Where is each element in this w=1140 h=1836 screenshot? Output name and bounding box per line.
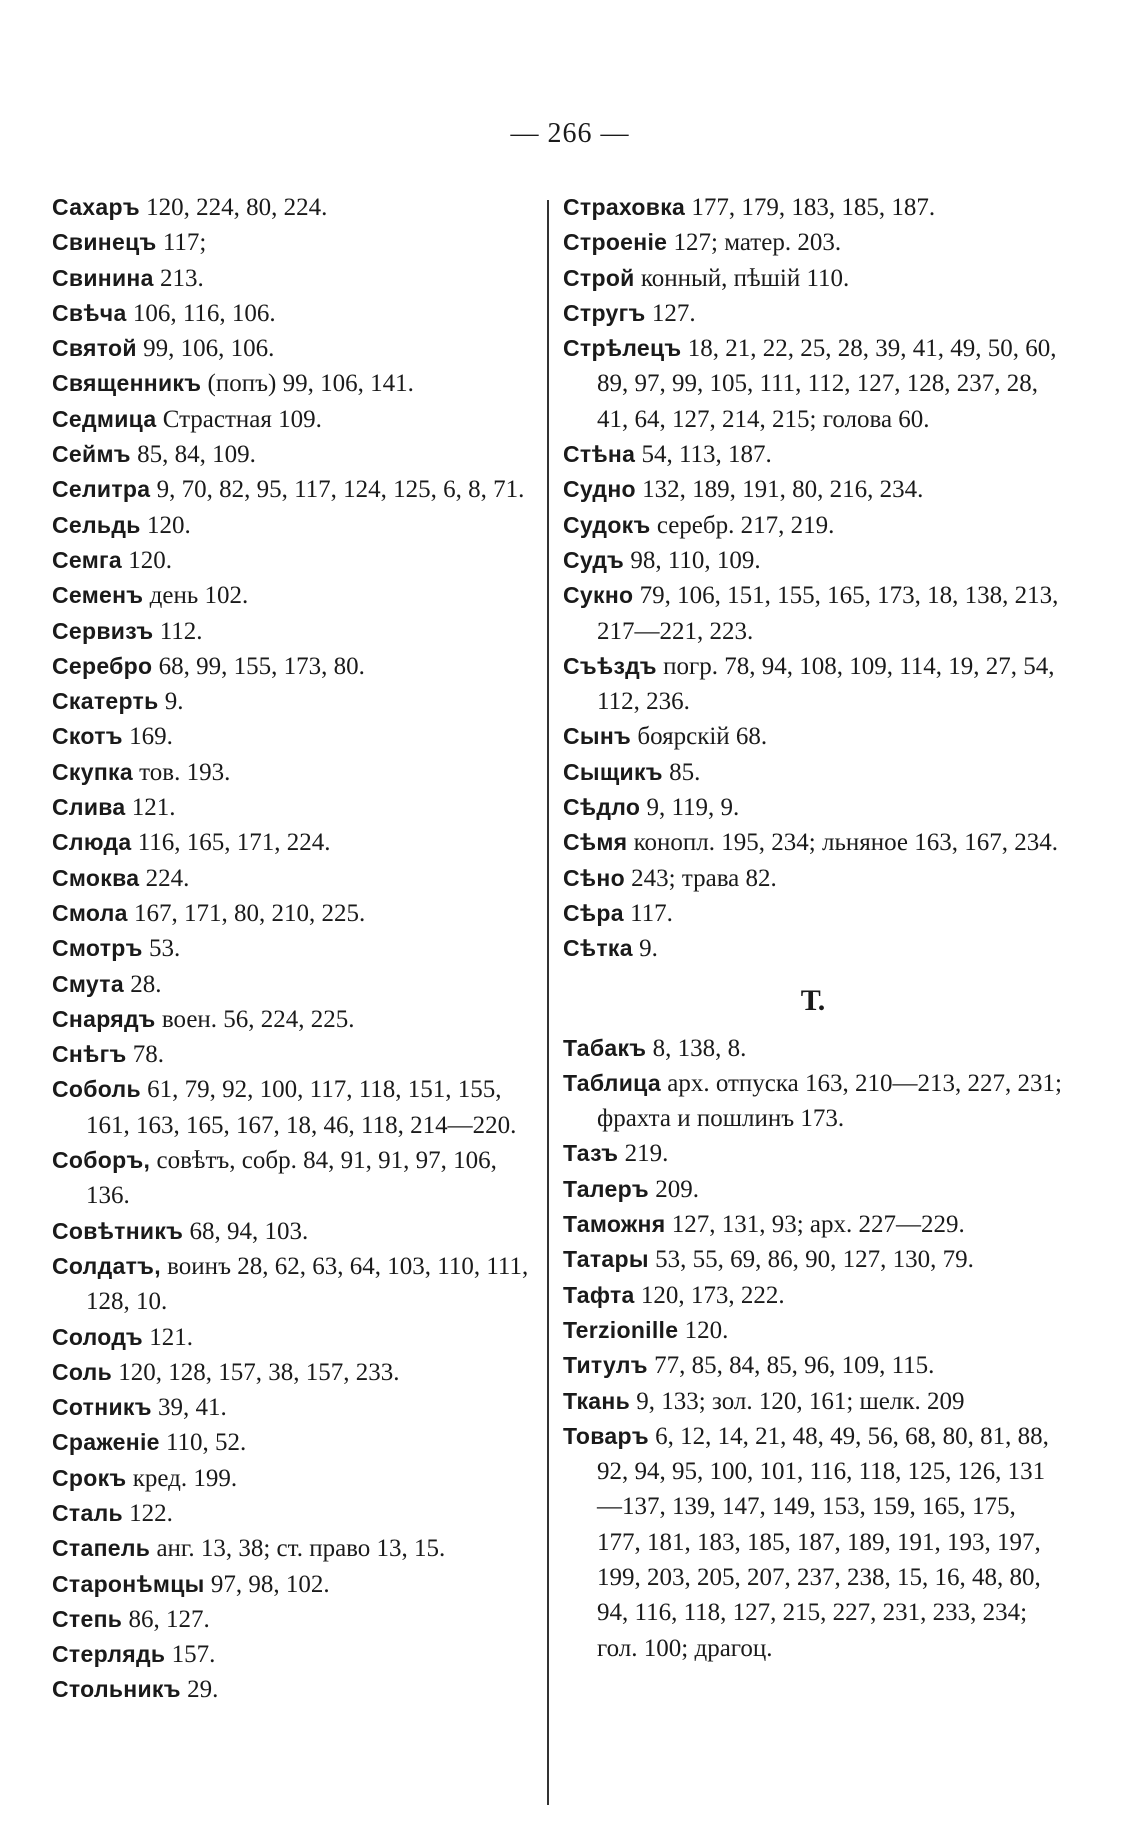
entry-term: Сеймъ [52, 441, 131, 468]
index-entry [52, 225, 542, 260]
entry-term: Стапель [52, 1535, 151, 1562]
index-entry [563, 472, 1063, 507]
index-entry [52, 1602, 542, 1637]
entry-references: конопл. 195, 234; льняное 163, 167, 234. [633, 829, 1058, 857]
index-entry [563, 1207, 1063, 1242]
entry-term: Судокъ [563, 511, 651, 538]
index-entry [52, 1461, 542, 1496]
entry-term: Смола [52, 899, 128, 926]
index-entry [52, 719, 542, 754]
page-number: — 266 — [510, 118, 630, 149]
index-entry [563, 719, 1063, 754]
entry-term: Страховка [563, 194, 686, 220]
index-entry [563, 190, 1063, 225]
entry-references: 79, 106, 151, 155, 165, 173, 18, 138, 213, 217—221, 223. [597, 582, 1059, 645]
entry-references: 127; матер. 203. [673, 229, 842, 257]
entry-term: Селитра [52, 476, 151, 503]
index-entry [52, 896, 542, 931]
entry-term: Ткань [563, 1387, 631, 1414]
index-column-right [563, 190, 1063, 1666]
index-entry [563, 931, 1063, 966]
entry-term: Скотъ [52, 723, 123, 750]
entry-references: 99, 106, 106. [143, 335, 275, 363]
entry-term: Стрѣлецъ [563, 335, 682, 362]
entry-references: совѣтъ, собр. 84, 91, 91, 97, 106, 136. [86, 1147, 497, 1210]
entry-references: 120. [146, 511, 191, 539]
entry-term: Смута [52, 970, 124, 997]
entry-references: 120. [684, 1316, 729, 1344]
entry-term: Скатерть [52, 688, 159, 715]
index-entry [52, 1496, 542, 1531]
entry-term: Сукно [563, 582, 634, 609]
entry-references: 53, 55, 69, 86, 90, 127, 130, 79. [655, 1246, 974, 1274]
entry-term: Смоква [52, 864, 140, 891]
entry-term: Строеніе [563, 229, 668, 256]
entry-references: Страстная 109. [162, 405, 322, 433]
entry-references: 167, 171, 80, 210, 225. [133, 899, 366, 927]
index-entry [52, 967, 542, 1002]
entry-references: погр. 78, 94, 108, 109, 114, 19, 27, 54, 112, 236. [597, 652, 1055, 716]
entry-term: Смотръ [52, 935, 143, 962]
index-entry [563, 1136, 1063, 1171]
entry-references: 117. [630, 899, 673, 927]
entry-references: 68, 94, 103. [189, 1217, 309, 1245]
entry-term: Священникъ [52, 370, 202, 397]
entry-references: 157. [171, 1641, 216, 1669]
index-entry [563, 261, 1063, 296]
entry-references: 77, 85, 84, 85, 96, 109, 115. [654, 1352, 935, 1380]
entry-references: воинъ 28, 62, 63, 64, 103, 110, 111, 128, 10. [86, 1252, 529, 1316]
index-entry [52, 190, 542, 225]
entry-references: 98, 110, 109. [630, 546, 761, 574]
entry-term: Снарядъ [52, 1005, 156, 1032]
entry-term: Судъ [563, 546, 625, 573]
index-entry [52, 543, 542, 578]
entry-references: 9, 133; зол. 120, 161; шелк. 209 [636, 1387, 965, 1415]
entry-term: Тафта [563, 1281, 635, 1308]
entry-references: 29. [187, 1676, 219, 1704]
index-entry [52, 1143, 542, 1214]
entry-term: Срокъ [52, 1464, 127, 1491]
entry-references: 39, 41. [158, 1394, 227, 1422]
entry-references: 18, 21, 22, 25, 28, 39, 41, 49, 50, 60, 89, 97, 99, 105, 111, 112, 127, 128, 237, 28, 41, 64, 127, 214, 215; голова 60. [597, 335, 1057, 433]
entry-references: 219. [624, 1140, 669, 1168]
entry-references: арх. отпуска 163, 210—213, 227, 231; фрахта и пошлинъ 173. [597, 1069, 1062, 1133]
entry-term: Таможня [563, 1211, 666, 1238]
entry-references: 169. [129, 723, 173, 751]
entry-references: 106, 116, 106. [132, 299, 276, 327]
entry-references: день 102. [149, 582, 249, 610]
index-entry [52, 861, 542, 896]
entry-term: Сельдь [52, 511, 141, 538]
entry-references: 127, 131, 93; арх. 227—229. [671, 1211, 965, 1239]
entry-references: кред. 199. [132, 1464, 238, 1492]
entry-references: 110, 52. [165, 1429, 247, 1457]
entry-term: Сѣдло [563, 794, 641, 821]
entry-references: воен. 56, 224, 225. [161, 1005, 355, 1033]
index-entry [563, 790, 1063, 825]
index-entry [52, 649, 542, 684]
entry-term: Семенъ [52, 582, 144, 609]
entry-references: 117; [162, 229, 207, 257]
entry-references: 122. [129, 1499, 173, 1527]
entry-term: Сѣмя [563, 829, 628, 856]
entry-term: Сахаръ [52, 194, 140, 220]
entry-references: боярскій 68. [637, 723, 768, 751]
entry-references: 85. [669, 758, 701, 786]
index-entry [52, 1390, 542, 1425]
entry-term: Совѣтникъ [52, 1217, 184, 1244]
entry-references: тов. 193. [139, 758, 231, 786]
index-entry [563, 508, 1063, 543]
section-heading-t: Т. [800, 983, 826, 1017]
index-entry [563, 437, 1063, 472]
entry-term: Седмица [52, 405, 157, 432]
entry-references: 9, 119, 9. [646, 794, 740, 822]
entry-term: Серебро [52, 652, 153, 679]
index-column-left [52, 190, 542, 1708]
index-entry [52, 1214, 542, 1249]
entry-term: Семга [52, 546, 122, 573]
entry-term: Солодъ [52, 1323, 144, 1350]
entry-term: Стерлядь [52, 1641, 166, 1668]
index-entry [52, 614, 542, 649]
index-entry [52, 331, 542, 366]
index-entry [563, 861, 1063, 896]
entry-references: анг. 13, 38; ст. право 13, 15. [156, 1535, 446, 1563]
index-entry [52, 1672, 542, 1707]
entry-term: Степь [52, 1605, 123, 1632]
entry-term: Свинецъ [52, 229, 157, 256]
entry-references: 121. [131, 794, 176, 822]
entry-references: 243; трава 82. [631, 864, 777, 892]
index-entry [52, 1037, 542, 1072]
index-entry [563, 578, 1063, 649]
index-section-s [563, 190, 1063, 967]
index-entry [52, 1320, 542, 1355]
index-entry [563, 649, 1063, 720]
entry-references: 120, 128, 157, 38, 157, 233. [118, 1358, 400, 1386]
index-entry [563, 1066, 1063, 1137]
index-entry [563, 1384, 1063, 1419]
column-divider [547, 200, 549, 1805]
index-entry [52, 508, 542, 543]
entry-term: Табакъ [563, 1034, 647, 1061]
entry-term: Сталь [52, 1499, 123, 1526]
index-entry [52, 1002, 542, 1037]
entry-term: Таблица [563, 1069, 661, 1096]
index-entry [563, 1172, 1063, 1207]
entry-term: Стѣна [563, 441, 636, 468]
entry-term: Сраженіе [52, 1429, 160, 1456]
index-entry [52, 366, 542, 401]
index-entry [52, 755, 542, 790]
index-entry [563, 1278, 1063, 1313]
index-entry [52, 1531, 542, 1566]
index-entry [52, 296, 542, 331]
entry-term: Сервизъ [52, 617, 154, 644]
entry-term: Сѣтка [563, 935, 633, 962]
index-entry [563, 755, 1063, 790]
entry-references: 213. [159, 264, 204, 292]
index-entry [52, 578, 542, 613]
entry-term: Скупка [52, 758, 133, 785]
entry-term: Сынъ [563, 723, 632, 750]
entry-term: Снѣгъ [52, 1041, 127, 1068]
entry-term: Стругъ [563, 299, 646, 326]
entry-term: Татары [563, 1246, 649, 1273]
entry-references: 8, 138, 8. [652, 1034, 747, 1062]
entry-references: 132, 189, 191, 80, 216, 234. [642, 476, 924, 504]
entry-references: (попъ) 99, 106, 141. [207, 370, 414, 398]
entry-references: 97, 98, 102. [210, 1570, 330, 1598]
entry-references: 86, 127. [128, 1605, 210, 1633]
index-entry [563, 331, 1063, 437]
entry-references: 68, 99, 155, 173, 80. [158, 652, 365, 680]
index-entry [563, 1348, 1063, 1383]
entry-references: 112. [159, 617, 203, 645]
index-entry [52, 1425, 542, 1460]
entry-term: Слива [52, 794, 126, 821]
entry-references: конный, пѣшій 110. [640, 264, 850, 292]
index-entry [52, 261, 542, 296]
entry-term: Судно [563, 476, 636, 503]
index-entry [52, 825, 542, 860]
entry-references: 224. [145, 864, 190, 892]
entry-references: 116, 165, 171, 224. [137, 829, 331, 857]
entry-references: серебр. 217, 219. [656, 511, 835, 539]
entry-term: Титулъ [563, 1352, 648, 1379]
entry-term: Стольникъ [52, 1676, 181, 1703]
entry-references: 28. [130, 970, 162, 998]
entry-term: Слюда [52, 829, 132, 856]
entry-references: 120. [128, 546, 172, 574]
index-entry [563, 825, 1063, 860]
entry-references: 209. [655, 1175, 699, 1203]
entry-term: Солдатъ, [52, 1252, 161, 1279]
index-entry [52, 790, 542, 825]
index-entry [563, 543, 1063, 578]
entry-term: Соборъ, [52, 1147, 151, 1174]
index-entry [52, 472, 542, 507]
index-entry [52, 684, 542, 719]
entry-term: Съѣздъ [563, 652, 657, 679]
entry-term: Товаръ [563, 1422, 649, 1449]
entry-term: Terzionille [563, 1316, 679, 1343]
entry-references: 61, 79, 92, 100, 117, 118, 151, 155, 161, 163, 165, 167, 18, 46, 118, 214—220. [86, 1076, 517, 1139]
entry-references: 85, 84, 109. [137, 441, 256, 469]
entry-references: 6, 12, 14, 21, 48, 49, 56, 68, 80, 81, 88, 92, 94, 95, 100, 101, 116, 118, 125, 126, 131—137, 139, 147, 149, 153, 159, 165, 175, 177, 181, 183, 185, 187, 189, 191, 193, 197, 199, 203, 205, 207, 237, 238, 15, 16, 48, 80, 94, 116, 118, 127, 215, 227, 231, 233, 234; гол. 100; драгоц. [597, 1422, 1049, 1662]
index-entry [563, 1313, 1063, 1348]
index-entry [563, 296, 1063, 331]
entry-references: 120, 224, 80, 224. [146, 194, 328, 221]
index-entry [52, 1072, 542, 1143]
entry-references: 9. [164, 688, 184, 716]
index-entry [52, 1567, 542, 1602]
index-entry [563, 1031, 1063, 1066]
entry-references: 54, 113, 187. [641, 441, 772, 469]
index-entry [52, 1355, 542, 1390]
entry-term: Талеръ [563, 1175, 649, 1202]
entry-term: Соболь [52, 1076, 141, 1103]
entry-references: 9. [639, 935, 658, 963]
entry-references: 121. [149, 1323, 194, 1351]
index-entry [563, 1419, 1063, 1666]
entry-term: Строй [563, 264, 635, 291]
entry-term: Сыщикъ [563, 758, 663, 785]
entry-term: Свинина [52, 264, 154, 291]
index-entry [52, 1249, 542, 1320]
entry-term: Тазъ [563, 1140, 619, 1167]
index-entry [563, 225, 1063, 260]
entry-term: Соль [52, 1358, 113, 1385]
entry-term: Старонѣмцы [52, 1570, 205, 1597]
entry-references: 78. [132, 1041, 165, 1069]
index-entry [563, 1242, 1063, 1277]
entry-references: 120, 173, 222. [640, 1281, 785, 1309]
entry-references: 127. [651, 299, 696, 327]
entry-references: 177, 179, 183, 185, 187. [691, 194, 936, 221]
index-section-t [563, 1031, 1063, 1666]
entry-term: Сотникъ [52, 1394, 152, 1421]
index-entry [52, 402, 542, 437]
entry-term: Святой [52, 335, 137, 362]
entry-term: Сѣра [563, 899, 624, 926]
entry-references: 9, 70, 82, 95, 117, 124, 125, 6, 8, 71. [156, 476, 525, 504]
index-entry [52, 437, 542, 472]
entry-references: 53. [148, 935, 181, 963]
index-entry [52, 1637, 542, 1672]
entry-term: Сѣно [563, 864, 625, 891]
index-entry [52, 931, 542, 966]
index-entry [563, 896, 1063, 931]
entry-term: Свѣча [52, 299, 127, 326]
